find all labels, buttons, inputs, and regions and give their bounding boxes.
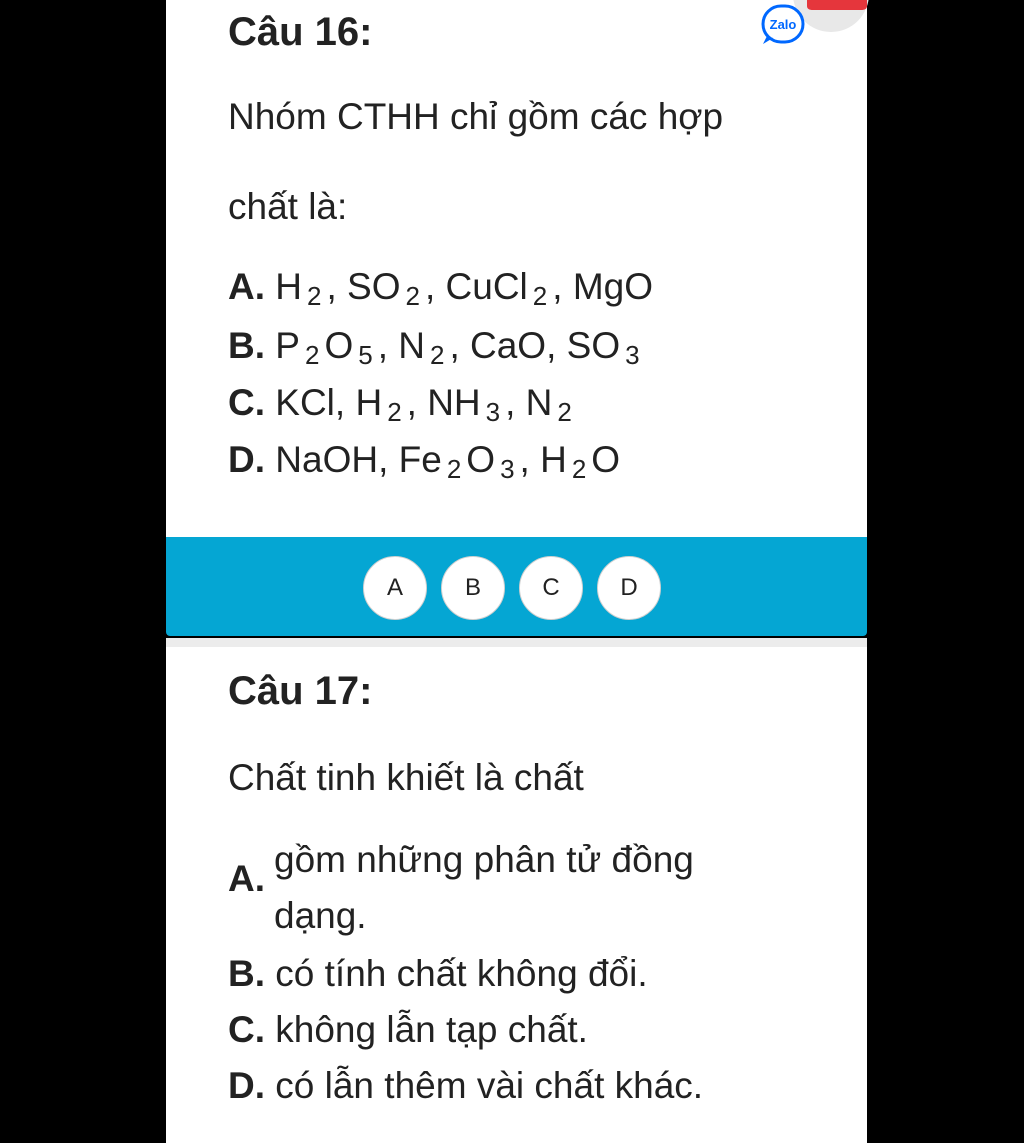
- answer-bar: [166, 537, 867, 636]
- answer-button-b[interactable]: B: [441, 556, 505, 620]
- option-16-a: A. H $_2$ , SO $_2$ , CuCl $_2$ , MgO: [228, 266, 654, 311]
- option-16-c: C. KCl, H $_2$ , NH $_3$ , N $_2$: [228, 382, 572, 427]
- question-16-title: Câu 16:: [228, 10, 373, 54]
- option-17-c: C. không lẫn tạp chất.: [228, 1009, 588, 1050]
- question-17-card: Câu 17: Chất tinh khiết là chất A. gồm những phân tử đồng dạng. B. có tính chất không đổi. C. không lẫn tạp chất. D. có lẫn thêm vài chất khác.: [166, 647, 867, 1143]
- option-16-b: B. P $_2$ O $_5$ , N $_2$ , CaO, SO $_3$: [228, 325, 640, 370]
- question-16-text-line-1: Nhóm CTHH chỉ gồm các hợp: [228, 96, 724, 137]
- question-16-card: [166, 0, 867, 537]
- option-17-b: B. có tính chất không đổi.: [228, 953, 648, 994]
- option-17-d: D. có lẫn thêm vài chất khác.: [228, 1065, 704, 1106]
- zalo-chat-widget[interactable]: [757, 0, 869, 46]
- zalo-bubble-icon: [757, 0, 869, 46]
- answer-button-c[interactable]: C: [519, 556, 583, 620]
- question-17-text: Chất tinh khiết là chất: [228, 757, 584, 798]
- answer-button-a[interactable]: A: [363, 556, 427, 620]
- zalo-label: Zalo: [769, 17, 797, 32]
- section-divider: [166, 638, 867, 647]
- option-16-d: D. NaOH, Fe $_2$ O $_3$ , H $_2$ O: [228, 439, 621, 484]
- option-17-a-line-2: dạng.: [274, 895, 367, 936]
- option-17-a-line-1: gồm những phân tử đồng: [274, 839, 694, 880]
- question-16-text-line-2: chất là:: [228, 186, 348, 227]
- question-17-title: Câu 17:: [228, 669, 373, 713]
- answer-button-d[interactable]: D: [597, 556, 661, 620]
